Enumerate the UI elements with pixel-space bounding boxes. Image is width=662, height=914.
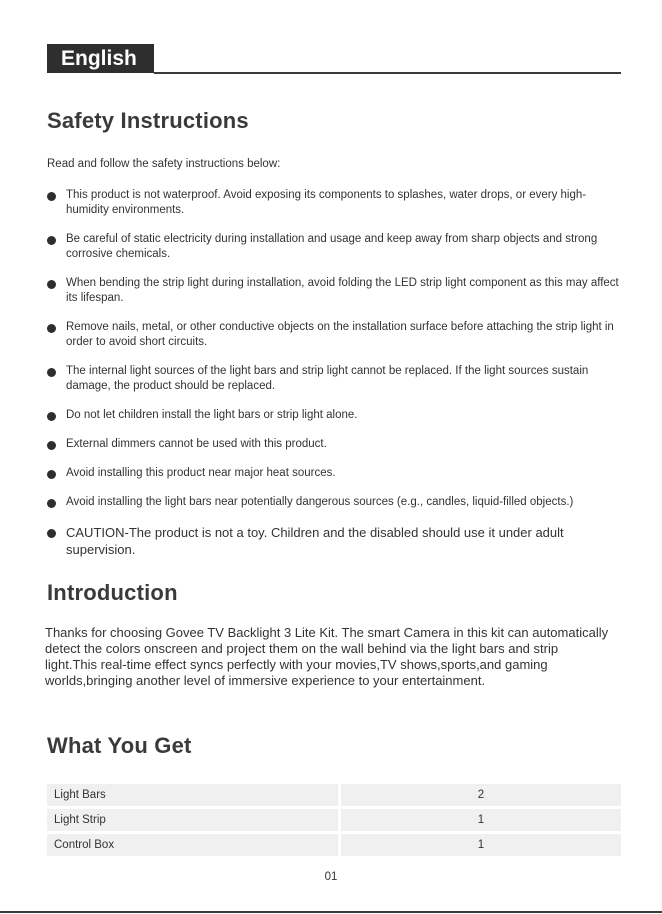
bullet-icon: [47, 441, 56, 450]
header-rule: [154, 72, 621, 74]
list-item: External dimmers cannot be used with this product.: [47, 437, 622, 452]
contents-table: [47, 781, 621, 859]
what-you-get-heading: What You Get: [47, 733, 192, 758]
bullet-icon: [47, 368, 56, 377]
list-item: This product is not waterproof. Avoid exposing its components to splashes, water drops, or every high-humidity environments.: [47, 188, 622, 218]
list-item: Be careful of static electricity during installation and usage and keep away from sharp objects and strong corrosive chemicals.: [47, 232, 622, 262]
bullet-icon: [47, 499, 56, 508]
bullet-icon: [47, 529, 56, 538]
list-item: Avoid installing this product near major heat sources.: [47, 466, 622, 481]
introduction-text: Thanks for choosing Govee TV Backlight 3 Lite Kit. The smart Camera in this kit can automatically detect the colors onscreen and project them on the wall behind via the light bars and strip light.This real-time effect syncs perfectly with your movies,TV shows,sports,and gaming worlds,bringing another level of immersive experience to your entertainment.: [45, 625, 609, 688]
table-row: [47, 784, 621, 806]
list-item: When bending the strip light during installation, avoid folding the LED strip light component as this may affect its lifespan.: [47, 276, 622, 306]
bullet-icon: [47, 412, 56, 421]
item-qty: 2: [341, 784, 621, 806]
list-item: Remove nails, metal, or other conductive objects on the installation surface before attaching the strip light in order to avoid short circuits.: [47, 320, 622, 350]
item-qty: 1: [341, 834, 621, 856]
safety-heading: Safety Instructions: [47, 108, 249, 133]
list-item: Avoid installing the light bars near potentially dangerous sources (e.g., candles, liquid-filled objects.): [47, 495, 622, 510]
safety-list: [47, 188, 622, 572]
bullet-icon: [47, 280, 56, 289]
page-number: 01: [324, 871, 338, 883]
bullet-icon: [47, 470, 56, 479]
item-name: Light Bars: [47, 784, 341, 806]
table-row: [47, 809, 621, 831]
language-header: [47, 44, 621, 74]
introduction-heading: Introduction: [47, 580, 178, 605]
item-name: Light Strip: [47, 809, 341, 831]
list-item: The internal light sources of the light bars and strip light cannot be replaced. If the light sources sustain damage, the product should be replaced.: [47, 364, 622, 394]
safety-intro: Read and follow the safety instructions below:: [47, 158, 281, 170]
bullet-icon: [47, 236, 56, 245]
item-qty: 1: [341, 809, 621, 831]
language-tag: English: [47, 44, 154, 73]
list-item: Do not let children install the light bars or strip light alone.: [47, 408, 622, 423]
item-name: Control Box: [47, 834, 341, 856]
footer-rule: [0, 911, 662, 913]
bullet-icon: [47, 192, 56, 201]
bullet-icon: [47, 324, 56, 333]
list-item: CAUTION-The product is not a toy. Children and the disabled should use it under adult supervision.: [47, 524, 622, 558]
table-row: [47, 834, 621, 856]
